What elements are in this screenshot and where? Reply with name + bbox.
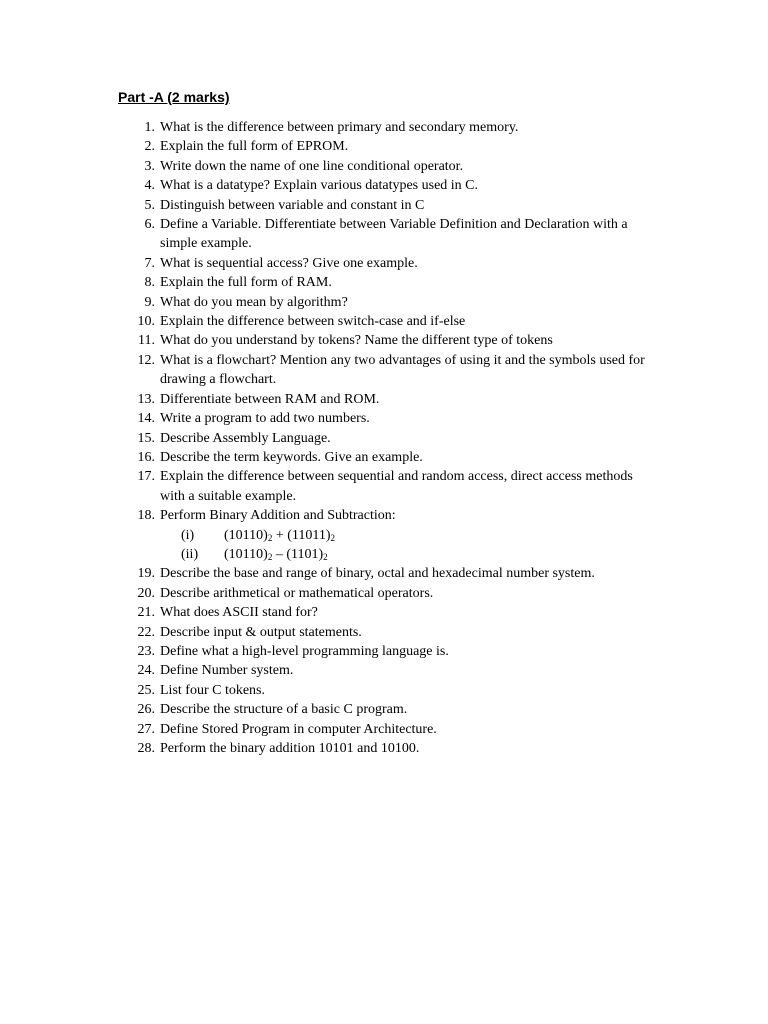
question-item — [127, 196, 652, 215]
question-item — [127, 137, 652, 156]
question-number-text: 21. — [137, 605, 155, 621]
question-body — [160, 661, 652, 680]
question-number — [127, 254, 160, 273]
question-body — [160, 448, 652, 467]
question-text: Describe Assembly Language. — [160, 430, 331, 446]
question-number — [127, 331, 160, 350]
question-number-text: 23. — [137, 643, 155, 659]
question-text: What is a datatype? Explain various datatypes used in C. — [160, 178, 479, 194]
question-text: Describe arithmetical or mathematical operators. — [160, 585, 434, 601]
question-text: What do you mean by algorithm? — [160, 294, 348, 310]
question-number — [127, 351, 160, 370]
question-text: Explain the full form of RAM. — [160, 275, 332, 291]
question-text: Write down the name of one line conditional operator. — [160, 158, 464, 174]
question-number — [127, 137, 160, 156]
question-item — [127, 564, 652, 583]
question-item — [127, 351, 652, 390]
question-number — [127, 390, 160, 409]
question-item — [127, 467, 652, 506]
question-number-text: 1. — [144, 120, 155, 135]
question-body — [160, 467, 652, 506]
question-text: List four C tokens. — [160, 682, 265, 698]
question-number — [127, 506, 160, 525]
question-number — [127, 564, 160, 583]
question-text: Perform Binary Addition and Subtraction: — [160, 508, 396, 524]
question-body — [160, 739, 652, 758]
question-body — [160, 293, 652, 312]
question-item — [127, 700, 652, 719]
question-body — [160, 720, 652, 739]
question-body — [160, 409, 652, 428]
question-text: Define Number system. — [160, 663, 294, 679]
question-text: Define a Variable. Differentiate between Variable Definition and Declaration with a simple example. — [160, 217, 628, 252]
question-body — [160, 506, 652, 564]
question-text: Write a program to add two numbers. — [160, 411, 370, 427]
question-number — [127, 429, 160, 448]
question-item — [127, 273, 652, 292]
question-number-text: 18. — [137, 508, 155, 524]
question-number-text: 12. — [137, 352, 155, 368]
question-number-text: 27. — [137, 721, 155, 737]
question-number — [127, 118, 160, 137]
question-item — [127, 293, 652, 312]
binary-expression — [224, 545, 328, 564]
question-number-text: 25. — [137, 682, 155, 698]
question-number — [127, 273, 160, 292]
question-number — [127, 448, 160, 467]
section-heading: Part -A (2 marks) — [118, 89, 230, 105]
subquestion-number: (ii) — [181, 546, 199, 562]
question-number-text: 28. — [137, 741, 155, 756]
question-body — [160, 584, 652, 603]
question-text: What do you understand by tokens? Name the different type of tokens — [160, 333, 553, 349]
question-number — [127, 293, 160, 312]
question-text: What is a flowchart? Mention any two advantages of using it and the symbols used for drawing a flowchart. — [160, 352, 645, 388]
question-item — [127, 448, 652, 467]
subquestion-list — [160, 526, 652, 565]
radix-subscript: 2 — [330, 532, 335, 543]
question-item — [127, 739, 652, 758]
question-number-text: 16. — [137, 449, 155, 465]
question-number-text: 8. — [144, 275, 155, 291]
subquestion-item — [160, 526, 652, 545]
radix-subscript: 2 — [267, 551, 273, 562]
binary-expression — [224, 526, 335, 545]
question-number-text: 5. — [144, 197, 155, 213]
question-text: Differentiate between RAM and ROM. — [160, 391, 380, 407]
question-number — [127, 176, 160, 195]
question-body — [160, 312, 652, 331]
subquestion-item — [160, 545, 652, 564]
question-text: Explain the difference between sequential and random access, direct access methods with a suitable example. — [160, 469, 633, 504]
question-body — [160, 157, 652, 176]
question-body — [160, 273, 652, 292]
question-item — [127, 623, 652, 642]
question-item — [127, 254, 652, 273]
question-item — [127, 681, 652, 700]
binary-operand: + (11011) — [272, 527, 331, 543]
question-number — [127, 700, 160, 719]
question-text: What does ASCII stand for? — [160, 605, 318, 621]
question-text: What is the difference between primary and secondary memory. — [160, 120, 519, 135]
question-list — [127, 118, 652, 758]
question-number — [127, 409, 160, 428]
question-item — [127, 584, 652, 603]
question-number — [127, 312, 160, 331]
question-item — [127, 603, 652, 622]
question-text: What is sequential access? Give one example. — [160, 255, 418, 271]
question-item — [127, 157, 652, 176]
question-body — [160, 390, 652, 409]
question-text: Perform the binary addition 10101 and 10100. — [160, 741, 420, 756]
question-number-text: 10. — [137, 314, 155, 330]
question-number-text: 14. — [137, 411, 155, 427]
question-text: Define Stored Program in computer Architecture. — [160, 721, 437, 737]
question-number-text: 15. — [137, 430, 155, 446]
question-body — [160, 118, 652, 137]
radix-subscript: 2 — [267, 532, 273, 543]
question-number-text: 11. — [138, 333, 155, 349]
question-text: Explain the difference between switch-case and if-else — [160, 314, 466, 330]
question-number-text: 3. — [144, 158, 155, 174]
question-text: Describe input & output statements. — [160, 624, 362, 640]
question-number-text: 17. — [137, 469, 155, 485]
question-item — [127, 118, 652, 137]
question-number — [127, 215, 160, 234]
question-number-text: 4. — [144, 178, 155, 194]
question-number — [127, 623, 160, 642]
question-item — [127, 661, 652, 680]
question-body — [160, 196, 652, 215]
question-number-text: 20. — [137, 585, 155, 601]
question-text: Distinguish between variable and constant in C — [160, 197, 425, 213]
question-item — [127, 312, 652, 331]
question-item — [127, 409, 652, 428]
question-item — [127, 429, 652, 448]
question-body — [160, 700, 652, 719]
question-body — [160, 681, 652, 700]
question-number — [127, 467, 160, 486]
question-number — [127, 661, 160, 680]
question-text: Describe the base and range of binary, octal and hexadecimal number system. — [160, 566, 595, 582]
question-number-text: 26. — [137, 702, 155, 718]
question-text: Define what a high-level programming language is. — [160, 643, 449, 659]
question-item — [127, 215, 652, 254]
question-text: Describe the structure of a basic C program. — [160, 702, 408, 718]
question-number-text: 24. — [137, 663, 155, 679]
question-number — [127, 196, 160, 215]
question-body — [160, 603, 652, 622]
question-number — [127, 720, 160, 739]
question-item — [127, 720, 652, 739]
question-text: Explain the full form of EPROM. — [160, 139, 349, 155]
question-item — [127, 331, 652, 350]
question-body — [160, 642, 652, 661]
question-number — [127, 681, 160, 700]
question-number — [127, 642, 160, 661]
question-number-text: 7. — [144, 255, 155, 271]
binary-operand: (10110) — [224, 527, 268, 543]
question-number-text: 6. — [144, 217, 155, 233]
subquestion-number: (i) — [181, 527, 195, 543]
question-number-text: 9. — [144, 294, 155, 310]
question-item — [127, 506, 652, 564]
question-number — [127, 157, 160, 176]
question-body — [160, 215, 652, 254]
question-body — [160, 331, 652, 350]
question-number-text: 2. — [144, 139, 155, 155]
question-number-text: 19. — [137, 566, 155, 582]
question-body — [160, 176, 652, 195]
binary-operand: (10110) — [224, 546, 268, 562]
question-text: Describe the term keywords. Give an example. — [160, 449, 423, 465]
question-body — [160, 137, 652, 156]
question-body — [160, 429, 652, 448]
question-number-text: 13. — [137, 391, 155, 407]
question-number — [127, 739, 160, 758]
binary-operand: – (1101) — [272, 546, 324, 562]
question-body — [160, 564, 652, 583]
question-number — [127, 603, 160, 622]
question-body — [160, 351, 652, 390]
question-number — [127, 584, 160, 603]
question-body — [160, 254, 652, 273]
question-body — [160, 623, 652, 642]
question-item — [127, 390, 652, 409]
question-item — [127, 176, 652, 195]
question-item — [127, 642, 652, 661]
radix-subscript: 2 — [323, 551, 328, 562]
question-number-text: 22. — [137, 624, 155, 640]
